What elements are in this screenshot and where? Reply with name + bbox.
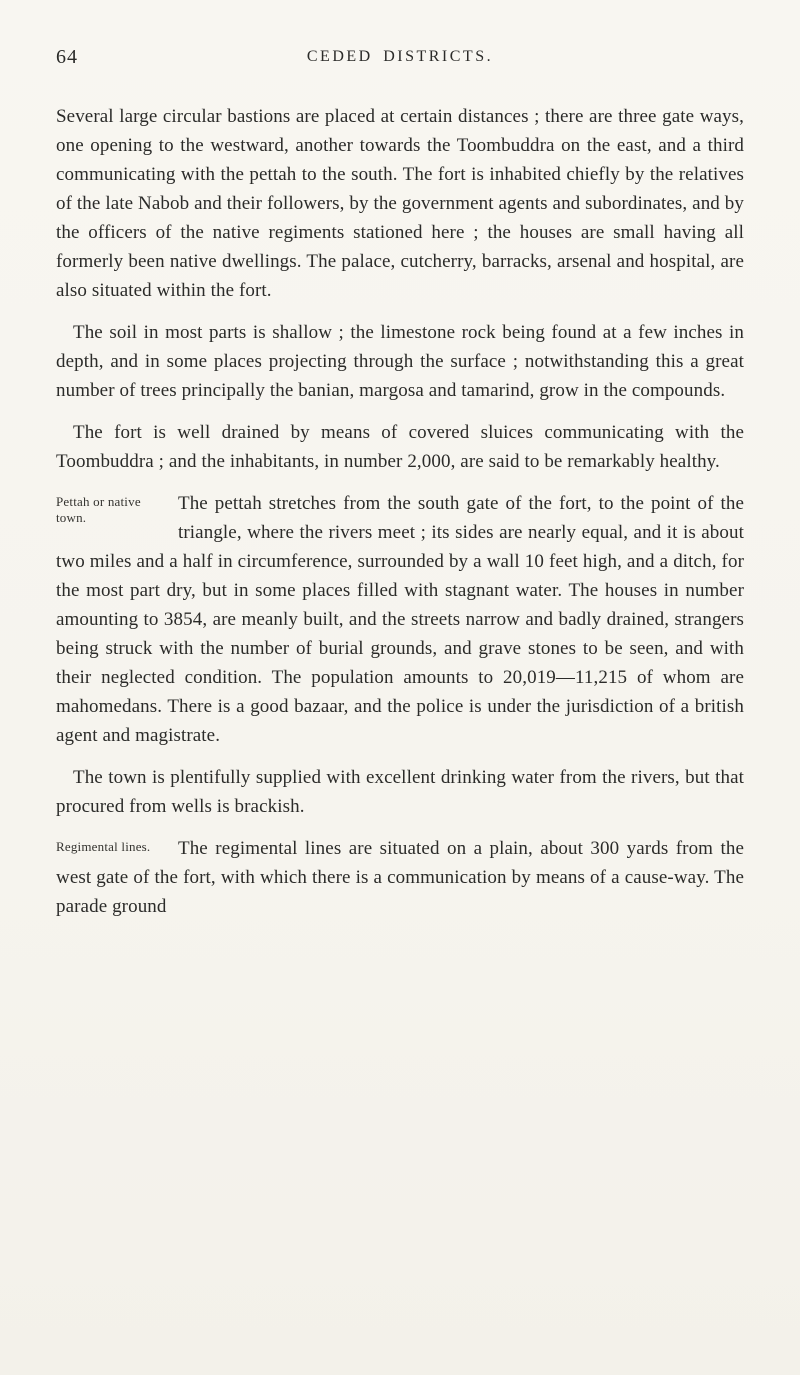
body-text — [56, 102, 744, 921]
side-note-pettah: Pettah or native town. — [56, 494, 141, 525]
paragraph-text: Several large circular bastions are placed at certain distances ; there are three gate ways, one opening to the westward, another towards the Toombuddra on the east, and a third communicating with the pettah to the south. The fort is inhabited chiefly by the relatives of the late Nabob and their followers, by the government agents and subordinates, and by the officers of the native regiments stationed here ; the houses are small having all formerly been native dwellings. The palace, cutcherry, barracks, arsenal and hospital, are also situated within the fort. — [56, 106, 744, 301]
paragraph-text: The regimental lines are situated on a plain, about 300 yards from the west gate of the fort, with which there is a communication by means of a cause-way. The parade ground — [56, 838, 744, 917]
side-note-regimental-lines: Regimental lines. — [56, 839, 151, 854]
paragraph-text: The fort is well drained by means of covered sluices communicating with the Toombuddra ; and the inhabitants, in number 2,000, are said to be remarkably healthy. — [56, 422, 744, 472]
running-header-title: CEDED DISTRICTS. — [306, 48, 494, 65]
paragraph-bastions-and-fort — [56, 102, 744, 305]
running-head — [56, 46, 744, 80]
paragraph-drainage — [56, 418, 744, 476]
paragraph-text: The soil in most parts is shallow ; the limestone rock being found at a few inches in depth, and in some places projecting through the surface ; notwithstanding this a great number of trees principally the banian, margosa and tamarind, grow in the compounds. — [56, 322, 744, 401]
paragraph-text: The pettah stretches from the south gate of the fort, to the point of the triangle, where the rivers meet ; its sides are nearly equal, and it is about two miles and a half in circumference, surrounded by a wall 10 feet high, and a ditch, for the most part dry, but in some places filled with stagnant water. The houses in number amounting to 3854, are meanly built, and the streets narrow and badly drained, strangers being struck with the number of burial grounds, and grave stones to be seen, and with their neglected condition. The population amounts to 20,019—11,215 of whom are mahomedans. There is a good bazaar, and the police is under the jurisdiction of a british agent and magistrate. — [56, 493, 744, 746]
paragraph-text: The town is plentifully supplied with excellent drinking water from the rivers, but that procured from wells is brackish. — [56, 767, 744, 817]
paragraph-water-supply — [56, 763, 744, 821]
paragraph-soil — [56, 318, 744, 405]
paragraph-pettah — [56, 489, 744, 750]
page-number: 64 — [56, 46, 78, 68]
paragraph-regimental-lines — [56, 834, 744, 921]
